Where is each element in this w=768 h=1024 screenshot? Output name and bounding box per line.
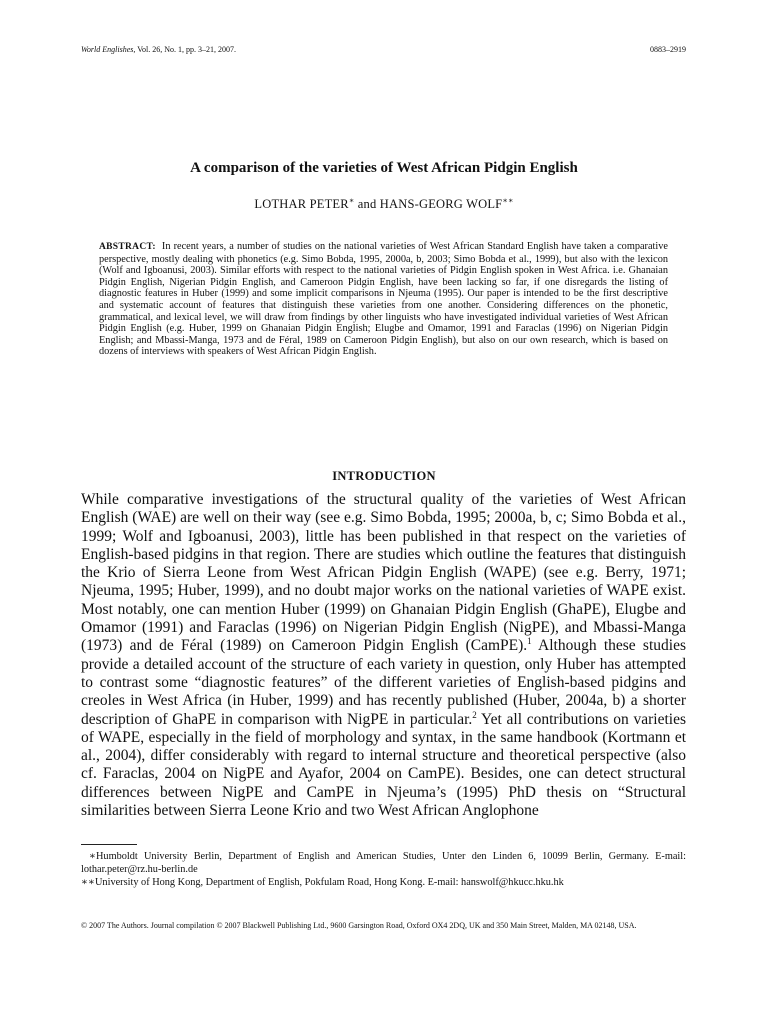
footnotes (81, 851, 686, 889)
body-text-part: Although these studies provide a detailed account of the structure of each variety in question, only Huber has attempted to contrast some “diagnostic features” of the different varieties of English-based pidgins and creoles in West Africa (in Huber, 1999) and has recently published (Huber, 2004a, b) a shorter description of GhaPE in comparison with NigPE in particular. (81, 637, 686, 728)
affiliation-mark: ∗ (348, 196, 355, 205)
footnote-affiliation: ∗∗University of Hong Kong, Department of English, Pokfulam Road, Hong Kong. E-mail: hanswolf@hkucc.hku.hk (81, 876, 564, 888)
abstract (99, 241, 668, 358)
article-title: A comparison of the varieties of West African Pidgin English (190, 160, 578, 176)
author-name: LOTHAR PETER (254, 197, 349, 212)
running-header (81, 45, 686, 54)
section-heading: INTRODUCTION (332, 469, 436, 483)
body-text-part: Yet all contributions on varieties of WAPE, especially in the field of morphology and syntax, in the same handbook (Kortmann et al., 2004), differ considerably with regard to internal structure and theoretical perspective (also cf. Faraclas, 2004 on NigPE and Ayafor, 2004 on CamPE). Besides, one can detect structural differences between NigPE and CamPE in Njeuma’s (1995) PhD thesis on “Structural similarities between Sierra Leone Krio and two West African Anglophone (81, 710, 687, 820)
footnote-ref[interactable]: 1 (527, 636, 532, 647)
author-name: HANS-GEORG WOLF (379, 197, 503, 212)
footnote-divider (81, 844, 137, 845)
footnote-ref[interactable]: 2 (472, 709, 477, 720)
journal-citation (81, 45, 236, 54)
abstract-text: In recent years, a number of studies on the national varieties of West African Standard English have taken a comparative perspective, mostly dealing with phonetics (e.g. Simo Bobda, 1995, 2000a, b, 2003; Simo Bobda et al., 1999), but also with the lexicon (Wolf and Igboanusi, 2003). Similar efforts with respect to the national varieties of Pidgin English spoken in West Africa. i.e. Ghanaian Pidgin English, Nigerian Pidgin English, and Cameroon Pidgin English, have been lacking so far, if one disregards the listing of diagnostic features in Huber (1999) and some implicit comparisons in Njeuma (1995). Our paper is intended to be the first descriptive and systematic account of features that distinguish these varieties from one another. Considering differences on the phonetic, grammatical, and lexical level, we will draw from findings by other linguists who have investigated individual varieties of West African Pidgin English (e.g. Huber, 1999 on Ghanaian Pidgin English; Elugbe and Omamor, 1991 and Faraclas (1996) on Nigerian Pidgin English; and Mbassi-Manga, 1973 and de Féral, 1989 on Cameroon Pidgin English), but also on our own research, which is based on dozens of interviews with speakers of West African Pidgin English. (99, 241, 668, 358)
affiliation-mark: ∗∗ (502, 196, 514, 205)
author-line (0, 196, 768, 212)
body-text-part: While comparative investigations of the structural quality of the varieties of West African English (WAE) are well on their way (see e.g. Simo Bobda, 1995; 2000a, b, c; Simo Bobda et al., 1999; Wolf and Igboanusi, 2003), little has been published in that respect on the varieties of English-based pidgins in that region. There are studies which outline the features that distinguish the Krio of Sierra Leone from West African Pidgin English (WAPE) (see e.g. Berry, 1971; Njeuma, 1995; Huber, 1999), and no doubt major works on the national varieties of WAPE exist. Most notably, one can mention Huber (1999) on Ghanaian Pidgin English (GhaPE), Elugbe and Omamor (1991) and Faraclas (1996) on Nigerian Pidgin English (NigPE), and Mbassi-Manga (1973) and de Féral (1989) on Cameroon Pidgin English (CamPE). (81, 491, 686, 655)
copyright-notice: © 2007 The Authors. Journal compilation © 2007 Blackwell Publishing Ltd., 9600 Garsington Road, Oxford OX4 2DQ, UK and 350 Main Street, Malden, MA 02148, USA. (81, 921, 637, 930)
body-paragraph (81, 491, 686, 820)
abstract-label: ABSTRACT: (99, 242, 156, 252)
volume-info: , Vol. 26, No. 1, pp. 3–21, 2007. (133, 45, 236, 54)
author-conjunction: and (354, 197, 380, 212)
footnote-affiliation: ∗Humboldt University Berlin, Department of English and American Studies, Unter den Linden 6, 10099 Berlin, Germany. E-mail: lothar.peter@rz.hu-berlin.de (81, 851, 686, 875)
journal-name: World Englishes (81, 45, 134, 54)
issn: 0883–2919 (650, 45, 686, 54)
